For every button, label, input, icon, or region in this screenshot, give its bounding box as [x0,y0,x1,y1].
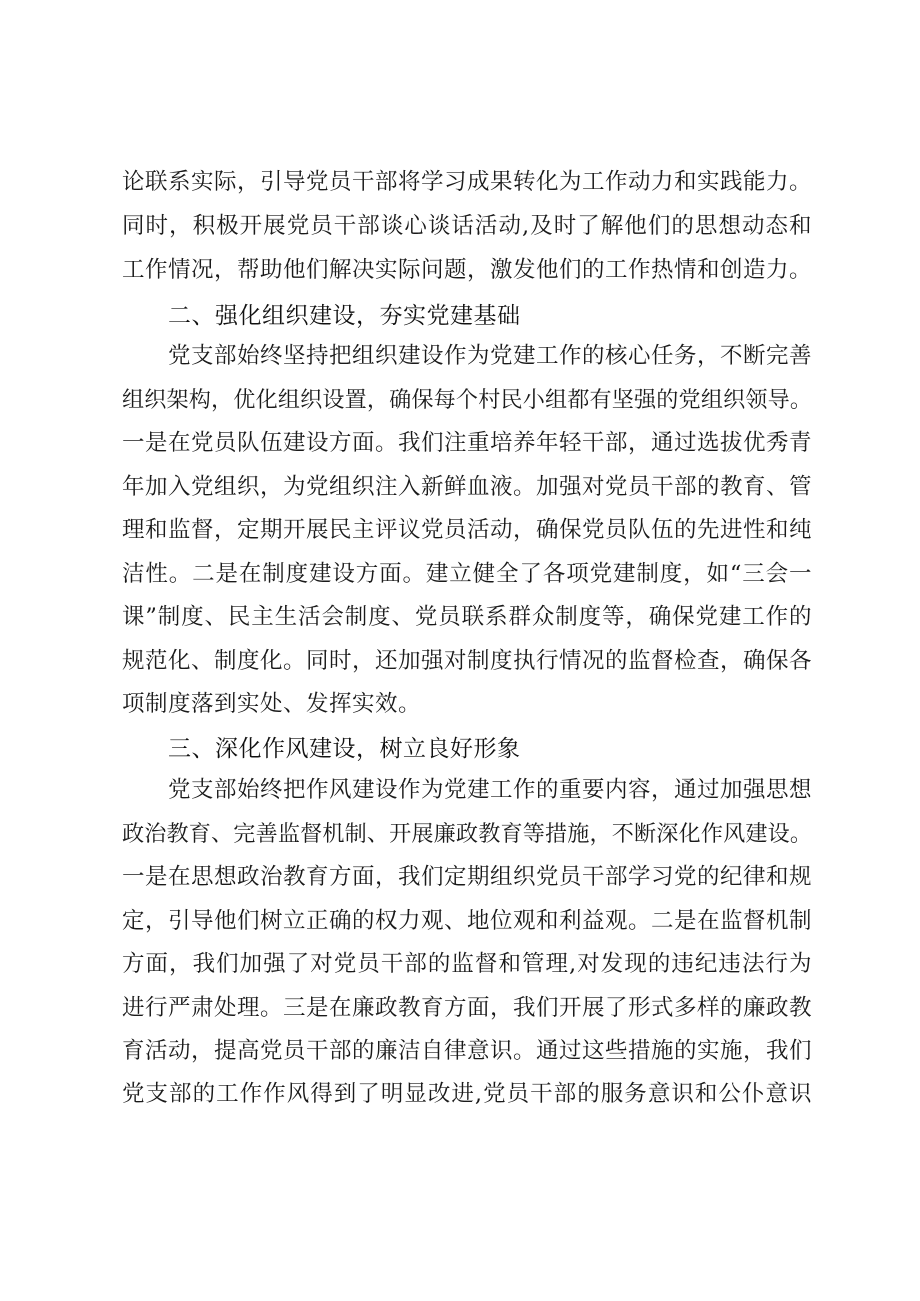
section-3-line-5: 方面，我们加强了对党员干部的监督和管理,对发现的违纪违法行为 [122,951,812,977]
section-2-line-5: 理和监督，定期开展民主评议党员活动，确保党员队伍的先进性和纯 [122,517,813,543]
section-2-line-7: 课”制度、民主生活会制度、党员联系群众制度等，确保党建工作的 [122,604,812,630]
intro-line-2: 同时，积极开展党员干部谈心谈话活动,及时了解他们的思想动态和 [122,213,812,239]
section-3-heading: 三、深化作风建设，树立良好形象 [168,736,521,762]
section-2-line-1: 党支部始终坚持把组织建设作为党建工作的核心任务，不断完善 [168,343,813,369]
section-3-line-4: 定，引导他们树立正确的权力观、地位观和利益观。二是在监督机制 [122,908,813,934]
section-3-line-6: 进行严肃处理。三是在廉政教育方面，我们开展了形式多样的廉政教 [122,995,813,1021]
section-3-line-1: 党支部始终把作风建设作为党建工作的重要内容，通过加强思想 [168,777,813,803]
section-3-line-8: 党支部的工作作风得到了明显改进,党员干部的服务意识和公仆意识 [122,1081,812,1107]
section-2-heading: 二、强化组织建设，夯实党建基础 [168,303,521,329]
section-2-line-9: 项制度落到实处、发挥实效。 [122,691,422,717]
section-2-line-4: 年加入党组织，为党组织注入新鲜血液。加强对党员干部的教育、管 [122,474,813,500]
section-2-line-2: 组织架构，优化组织设置，确保每个村民小组都有坚强的党组织领导。 [122,387,812,413]
section-2-line-3: 一是在党员队伍建设方面。我们注重培养年轻干部，通过选拔优秀青 [122,430,813,456]
section-3-line-3: 一是在思想政治教育方面，我们定期组织党员干部学习党的纪律和规 [122,864,813,890]
section-2-line-8: 规范化、制度化。同时，还加强对制度执行情况的监督检查，确保各 [122,648,813,674]
section-2-line-6: 洁性。二是在制度建设方面。建立健全了各项党建制度，如“三会一 [122,561,812,587]
intro-line-1: 论联系实际，引导党员干部将学习成果转化为工作动力和实践能力。 [122,169,813,195]
section-3-line-2: 政治教育、完善监督机制、开展廉政教育等措施，不断深化作风建设。 [122,821,812,847]
section-3-line-7: 育活动，提高党员干部的廉洁自律意识。通过这些措施的实施，我们 [122,1038,813,1064]
intro-line-3: 工作情况，帮助他们解决实际问题，激发他们的工作热情和创造力。 [122,257,813,283]
